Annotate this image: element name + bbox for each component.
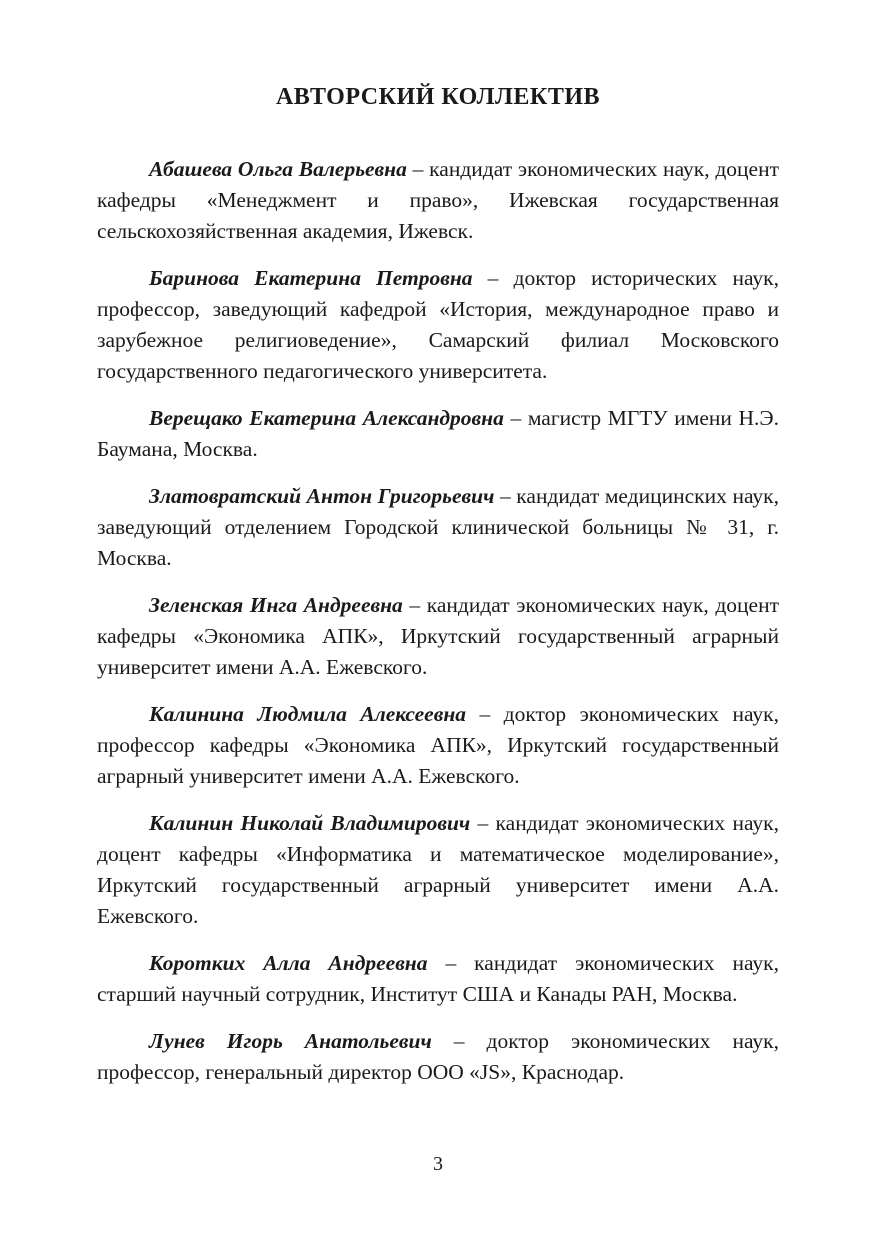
author-entry [97, 481, 779, 574]
author-name: Верещако Екатерина Александровна [149, 406, 504, 430]
author-description: – кандидат экономических наук, доцент кафедры «Менеджмент и право», Ижевская государственная сельскохозяйственная академия, Ижевск. [97, 157, 779, 243]
author-description: – доктор исторических наук, профессор, заведующий кафедрой «История, международное право и зарубежное религиоведение», Самарский филиал Московского государственного педагогического университета. [97, 266, 779, 383]
author-name: Баринова Екатерина Петровна [149, 266, 473, 290]
author-name: Зеленская Инга Андреевна [149, 593, 403, 617]
author-entry [97, 699, 779, 792]
author-name: Златовратский Антон Григорьевич [149, 484, 495, 508]
author-entry [97, 154, 779, 247]
author-name: Абашева Ольга Валерьевна [149, 157, 407, 181]
author-name: Коротких Алла Андреевна [149, 951, 428, 975]
page-number: 3 [433, 1153, 443, 1175]
author-name: Калинин Николай Владимирович [149, 811, 471, 835]
author-description: – доктор экономических наук, профессор, генеральный директор ООО «JS», Краснодар. [97, 1029, 779, 1084]
author-description: – доктор экономических наук, профессор кафедры «Экономика АПК», Иркутский государственный аграрный университет имени А.А. Ежевского. [97, 702, 779, 788]
author-name: Лунев Игорь Анатольевич [149, 1029, 432, 1053]
author-description: – кандидат медицинских наук, заведующий отделением Городской клинической больницы № 31, г. Москва. [97, 484, 779, 570]
author-description: – кандидат экономических наук, старший научный сотрудник, Институт США и Канады РАН, Москва. [97, 951, 779, 1006]
page-title: АВТОРСКИЙ КОЛЛЕКТИВ [275, 84, 601, 110]
author-description: – магистр МГТУ имени Н.Э. Баумана, Москва. [97, 406, 779, 461]
author-entry [97, 1026, 779, 1088]
author-list [97, 154, 779, 1088]
author-entry [97, 403, 779, 465]
author-entry [97, 590, 779, 683]
author-name: Калинина Людмила Алексеевна [149, 702, 467, 726]
author-entry [97, 948, 779, 1010]
author-entry [97, 808, 779, 932]
author-description: – кандидат экономических наук, доцент кафедры «Информатика и математическое моделирование», Иркутский государственный аграрный университет имени А.А. Ежевского. [97, 811, 779, 928]
author-entry [97, 263, 779, 387]
document-page [97, 82, 779, 1104]
author-description: – кандидат экономических наук, доцент кафедры «Экономика АПК», Иркутский государственный аграрный университет имени А.А. Ежевского. [97, 593, 779, 679]
